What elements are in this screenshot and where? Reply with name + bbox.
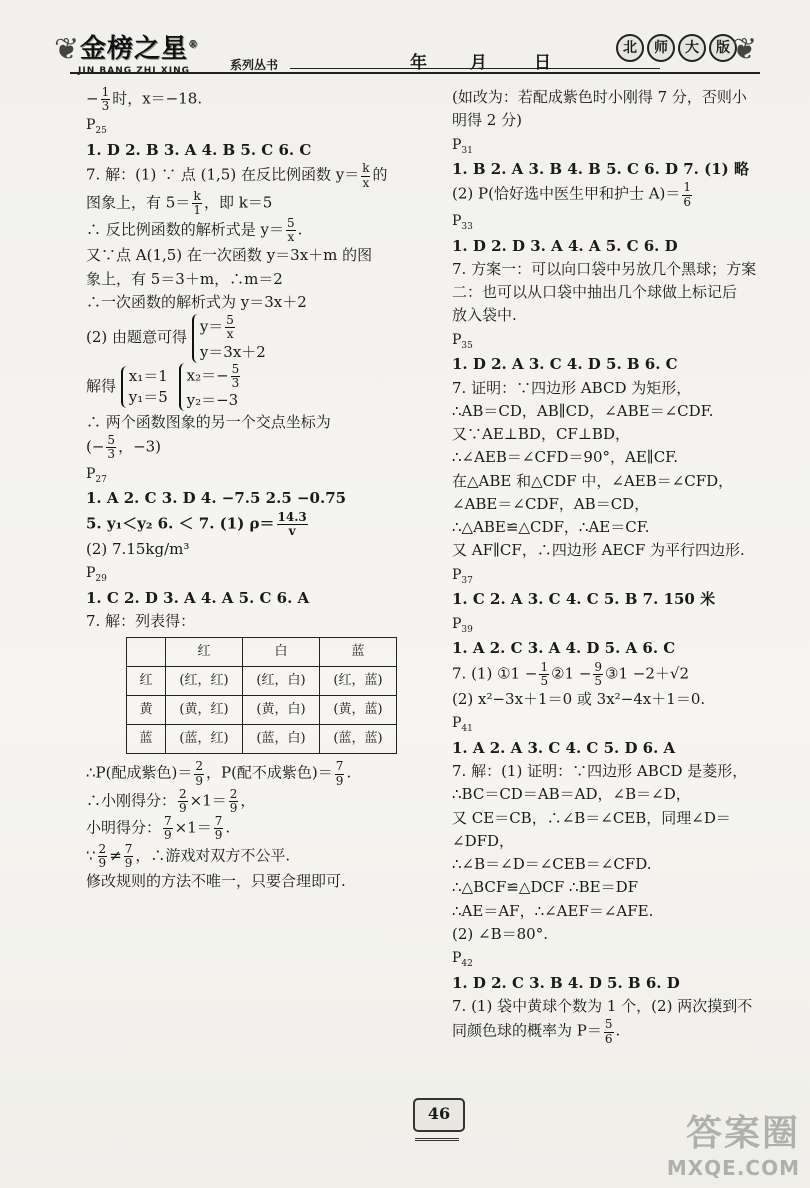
date-day: 日: [534, 53, 551, 73]
table-cell: (蓝，白): [243, 725, 320, 754]
table-row: [127, 667, 397, 696]
ornament-right-icon: ❦: [732, 32, 758, 67]
answer-line: ∴△BCF≌△DCF ∴BE＝DF: [452, 878, 638, 897]
logo-subtitle: JIN BANG ZHI XING: [78, 66, 190, 76]
answer-line: 1. D 2. D 3. A 4. A 5. C 6. D: [452, 236, 678, 255]
answer-line: (2) P(恰好选中医生甲和护士 A)＝ $\frac{1}{6}$: [452, 180, 692, 209]
page-ref: $P_{41}$: [452, 715, 473, 734]
answer-line: 1. A 2. A 3. C 4. C 5. D 6. A: [452, 738, 676, 757]
answer-line: ∠ABE＝∠CDF，AB＝CD，: [452, 494, 650, 513]
answer-line: 1. B 2. A 3. B 4. B 5. C 6. D 7. (1) 略: [452, 160, 749, 179]
page-ref: $P_{35}$: [452, 331, 473, 351]
answer-line: ∴AB＝CD，AB∥CD，∠ABE＝∠CDF.: [452, 401, 714, 420]
answer-line: 1. D 2. B 3. A 4. B 5. C 6. C: [86, 141, 312, 160]
left-column: [86, 86, 446, 893]
edition-char: 版: [709, 34, 737, 62]
answer-line: ∵ $\frac{2}{9}$ ≠ $\frac{7}{9}$ ，∴游戏对双方不公平.: [86, 841, 291, 870]
answer-line: 1. D 2. C 3. B 4. D 5. B 6. D: [452, 973, 680, 992]
answer-line: 7. (1) 袋中黄球个数为 1 个，(2) 两次摸到不: [452, 997, 753, 1016]
answer-line: (2) 由题意可得 y＝ $\frac{5}{x}$ y＝3x＋2: [86, 314, 446, 362]
date-month: 月: [470, 53, 487, 73]
answer-line: 7. 证明：∵四边形 ABCD 为矩形，: [452, 378, 692, 397]
answer-line: 又 CE＝CB，∴∠B＝∠CEB，同理∠D＝: [452, 808, 731, 827]
table-cell: 蓝: [127, 725, 166, 754]
page-header: [54, 20, 780, 78]
answer-line: ∴BC＝CD＝AB＝AD，∠B＝∠D，: [452, 785, 691, 804]
table-cell: (黄，白): [243, 696, 320, 725]
table-cell: (黄，蓝): [320, 696, 397, 725]
answer-line: 7. 解：列表得：: [86, 612, 196, 631]
answer-line: 7. 解：(1) 证明：∵四边形 ABCD 是菱形，: [452, 762, 748, 781]
table-cell: (黄，红): [166, 696, 243, 725]
page-ref: $P_{31}$: [452, 136, 473, 156]
page-ref: $P_{37}$: [452, 566, 473, 586]
edition-char: 大: [678, 34, 706, 62]
table-cell: 蓝: [320, 638, 397, 667]
solution-system-1: x₁＝1 y₁＝5: [121, 366, 174, 408]
answer-line: 1. D 2. A 3. C 4. D 5. B 6. C: [452, 355, 678, 374]
answer-line: (2) ∠B＝80°.: [452, 924, 548, 943]
answer-line: 又 AF∥CF，∴四边形 AECF 为平行四边形.: [452, 541, 745, 560]
answer-line: 1. A 2. C 3. D 4. −7.5 2.5 −0.75: [86, 489, 347, 508]
page-ref: $P_{25}$: [86, 117, 107, 137]
answer-line: 同颜色球的概率为 P＝ $\frac{5}{6}$ .: [452, 1017, 621, 1046]
table-cell: [127, 638, 166, 667]
page-ref: $P_{33}$: [452, 212, 473, 232]
answer-line: 在△ABE 和△CDF 中，∠AEB＝∠CFD，: [452, 471, 734, 490]
answer-line: 图象上，有 5＝ $\frac{k}{1}$ ，即 k＝5: [86, 188, 273, 217]
answer-line: ∴∠B＝∠D＝∠CEB＝∠CFD.: [452, 855, 652, 874]
watermark: [667, 1105, 800, 1180]
table-row: [127, 696, 397, 725]
page-ref: $P_{42}$: [452, 950, 473, 969]
answer-line: 7. (1) ①1 − $\frac{1}{5}$ ②1 − $\frac{9}{5}$ ③1 −2＋√2: [452, 659, 690, 688]
page-ref: $P_{27}$: [86, 465, 107, 485]
answer-line: ∴∠AEB＝∠CFD＝90°，AE∥CF.: [452, 448, 679, 467]
book-icon: [415, 1128, 459, 1141]
answer-line: 又∵点 A(1,5) 在一次函数 y＝3x＋m 的图: [86, 246, 373, 265]
table-cell: (蓝，红): [166, 725, 243, 754]
answer-line: (2) 7.15kg/m³: [86, 539, 190, 558]
table-row: [127, 725, 397, 754]
answer-line: ∴△ABE≌△CDF，∴AE＝CF.: [452, 518, 650, 537]
answer-line: 解得 x₁＝1 y₁＝5 x₂＝− $\frac{5}{3}$ y₂＝−3: [86, 363, 446, 411]
answer-line: − $\frac{1}{3}$ 时，x＝−18.: [86, 85, 203, 114]
page-number: 46: [413, 1098, 465, 1132]
table-row: [127, 638, 397, 667]
right-column: [452, 86, 797, 1046]
answer-line: (− $\frac{5}{3}$ ，−3): [86, 433, 162, 462]
table-cell: 黄: [127, 696, 166, 725]
answer-line: 放入袋中.: [452, 306, 517, 325]
series-label: 系列丛书: [230, 58, 279, 72]
table-cell: 红: [127, 667, 166, 696]
answer-line: 7. 解：(1) ∵ 点 (1,5) 在反比例函数 y＝ $\frac{k}{x}$ 的: [86, 161, 388, 190]
answer-line: 小明得分： $\frac{7}{9}$ ×1＝ $\frac{7}{9}$ .: [86, 814, 231, 843]
answer-line: ∴一次函数的解析式为 y＝3x＋2: [86, 292, 307, 311]
answer-line: 7. 方案一：可以向口袋中另放几个黑球；方案: [452, 259, 757, 278]
answer-line: (如改为：若配成紫色时小刚得 7 分，否则小: [452, 88, 747, 106]
answer-line: 修改规则的方法不唯一，只要合理即可.: [86, 871, 346, 890]
answer-line: ∴ 两个函数图象的另一个交点坐标为: [86, 412, 331, 431]
page-ref: $P_{39}$: [452, 615, 473, 635]
answer-line: 明得 2 分): [452, 111, 522, 130]
answer-line: 二：也可以从口袋中抽出几个球做上标记后: [452, 283, 738, 302]
answer-line: ∴小刚得分： $\frac{2}{9}$ ×1＝ $\frac{2}{9}$ ，: [86, 786, 256, 816]
answer-line: ∴AE＝AF，∴∠AEF＝∠AFE.: [452, 901, 654, 920]
watermark-title: 答案圈: [685, 1113, 800, 1154]
table-cell: 白: [243, 638, 320, 667]
equation-system: y＝ $\frac{5}{x}$ y＝3x＋2: [192, 314, 272, 362]
answer-line: ∴P(配成紫色)＝ $\frac{2}{9}$ ，P(配不成紫色)＝ $\frac{7}{9}$ .: [86, 759, 352, 788]
ornament-left-icon: ❦: [54, 32, 80, 67]
answer-line: 1. C 2. A 3. C 4. C 5. B 7. 150 米: [452, 590, 716, 609]
edition-char: 北: [616, 34, 644, 62]
answer-line: 又∵AE⊥BD，CF⊥BD，: [452, 425, 630, 444]
watermark-url: MXQE.COM: [666, 1156, 800, 1180]
table-cell: (红，红): [166, 667, 243, 696]
probability-table: [126, 637, 397, 754]
table-cell: 红: [166, 638, 243, 667]
answer-line: (2) x²−3x＋1＝0 或 3x²−4x＋1＝0.: [452, 689, 706, 708]
solution-system-2: x₂＝− $\frac{5}{3}$ y₂＝−3: [179, 363, 249, 411]
edition-char: 师: [647, 34, 675, 62]
answer-line: 1. A 2. C 3. A 4. D 5. A 6. C: [452, 639, 676, 658]
answer-line: 5. y₁＜y₂ 6. ＜ 7. (1) ρ＝ $\frac{14.3}{v}$: [86, 509, 307, 538]
edition-badge: [616, 34, 737, 62]
answer-line: ∠DFD，: [452, 831, 515, 850]
table-cell: (蓝，蓝): [320, 725, 397, 754]
answer-line: ∴ 反比例函数的解析式是 y＝ $\frac{5}{x}$ .: [86, 216, 303, 245]
table-cell: (红，白): [243, 667, 320, 696]
answer-line: 1. C 2. D 3. A 4. A 5. C 6. A: [86, 588, 310, 607]
date-year: 年: [410, 53, 427, 73]
page-ref: $P_{29}$: [86, 565, 107, 585]
table-cell: (红，蓝): [320, 667, 397, 696]
series-logo: 金榜之星®: [80, 34, 200, 64]
answer-line: 象上，有 5＝3＋m，∴m＝2: [86, 269, 283, 288]
